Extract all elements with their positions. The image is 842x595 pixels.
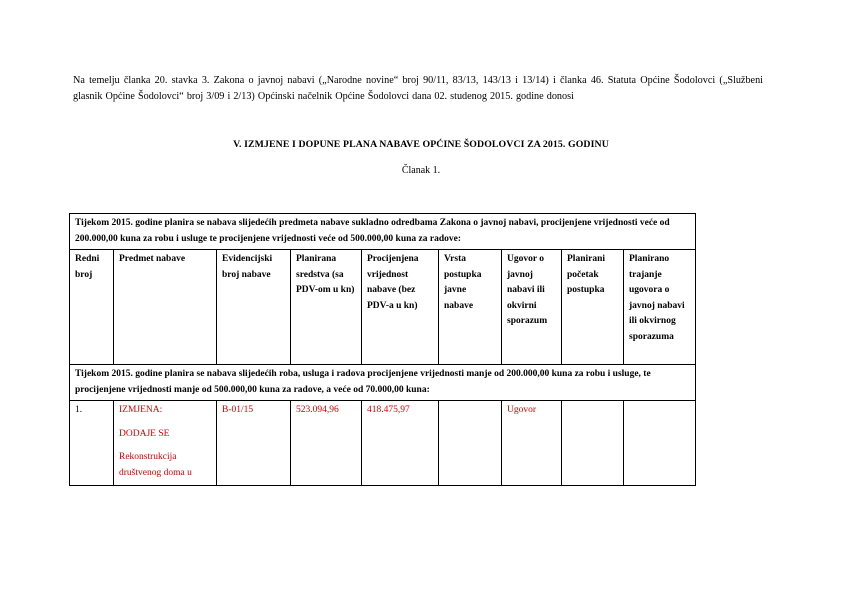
header-procedure-type: Vrsta postupka javne nabave bbox=[439, 250, 502, 365]
header-serial-number: Redni broj bbox=[70, 250, 114, 365]
document-title: V. IZMJENE I DOPUNE PLANA NABAVE OPĆINE ŠODOLOVCI ZA 2015. GODINU bbox=[233, 139, 609, 150]
header-contract-type: Ugovor o javnoj nabavi ili okvirni sporazum bbox=[502, 250, 562, 365]
cell-estimated-value: 418.475,97 bbox=[362, 401, 439, 486]
cell-planned-start bbox=[562, 401, 624, 486]
procurement-table bbox=[69, 213, 696, 486]
cell-subject bbox=[114, 401, 217, 486]
header-subject: Predmet nabave bbox=[114, 250, 217, 365]
header-planned-duration: Planirano trajanje ugovora o javnoj nabavi ili okvirnog sporazuma bbox=[624, 250, 696, 365]
header-planned-start: Planirani početak postupka bbox=[562, 250, 624, 365]
header-evidence-number: Evidencijski broj nabave bbox=[217, 250, 291, 365]
table-header-row bbox=[70, 250, 696, 365]
header-planned-funds: Planirana sredstva (sa PDV-om u kn) bbox=[291, 250, 362, 365]
article-heading: Članak 1. bbox=[401, 165, 441, 176]
intro-paragraph: Na temelju članka 20. stavka 3. Zakona o javnoj nabavi („Narodne novine“ broj 90/11, 83/13, 143/13 i 13/14) i članka 46. Statuta Općine Šodolovci („Službeni glasnik Općine Šodolovci“ broj 3/09 i 2/13) Općinski načelnik Općine Šodolovci dana 02. studenog 2015. godine donosi bbox=[73, 75, 763, 102]
section-row-small-procurements bbox=[70, 365, 696, 401]
section-description: Tijekom 2015. godine planira se nabava slijedećih predmeta nabave sukladno odredbama Zakona o javnoj nabavi, procijenjene vrijednosti veće od 200.000,00 kuna za robu i usluge te procijenjene vrijednosti veće od 500.000,00 kuna za radove: bbox=[70, 214, 696, 250]
cell-serial-number: 1. bbox=[70, 401, 114, 486]
addition-label: DODAJE SE bbox=[119, 428, 170, 439]
cell-contract-type: Ugovor bbox=[502, 401, 562, 486]
section-row-large-procurements bbox=[70, 214, 696, 250]
header-estimated-value: Procijenjena vrijednost nabave (bez PDV-a u kn) bbox=[362, 250, 439, 365]
change-label: IZMJENA: bbox=[119, 405, 163, 415]
cell-evidence-number: B-01/15 bbox=[217, 401, 291, 486]
cell-procedure-type bbox=[439, 401, 502, 486]
section-description: Tijekom 2015. godine planira se nabava slijedećih roba, usluga i radova procijenjene vrijednosti manje od 200.000,00 kuna za robu i usluge, te procijenjene vrijednosti manje od 500.000,00 kuna za radove, a veće od 70.000,00 kuna: bbox=[70, 365, 696, 401]
cell-planned-funds: 523.094,96 bbox=[291, 401, 362, 486]
table-row bbox=[70, 401, 696, 486]
cell-planned-duration bbox=[624, 401, 696, 486]
subject-text: Rekonstrukcija društvenog doma u bbox=[119, 452, 192, 478]
